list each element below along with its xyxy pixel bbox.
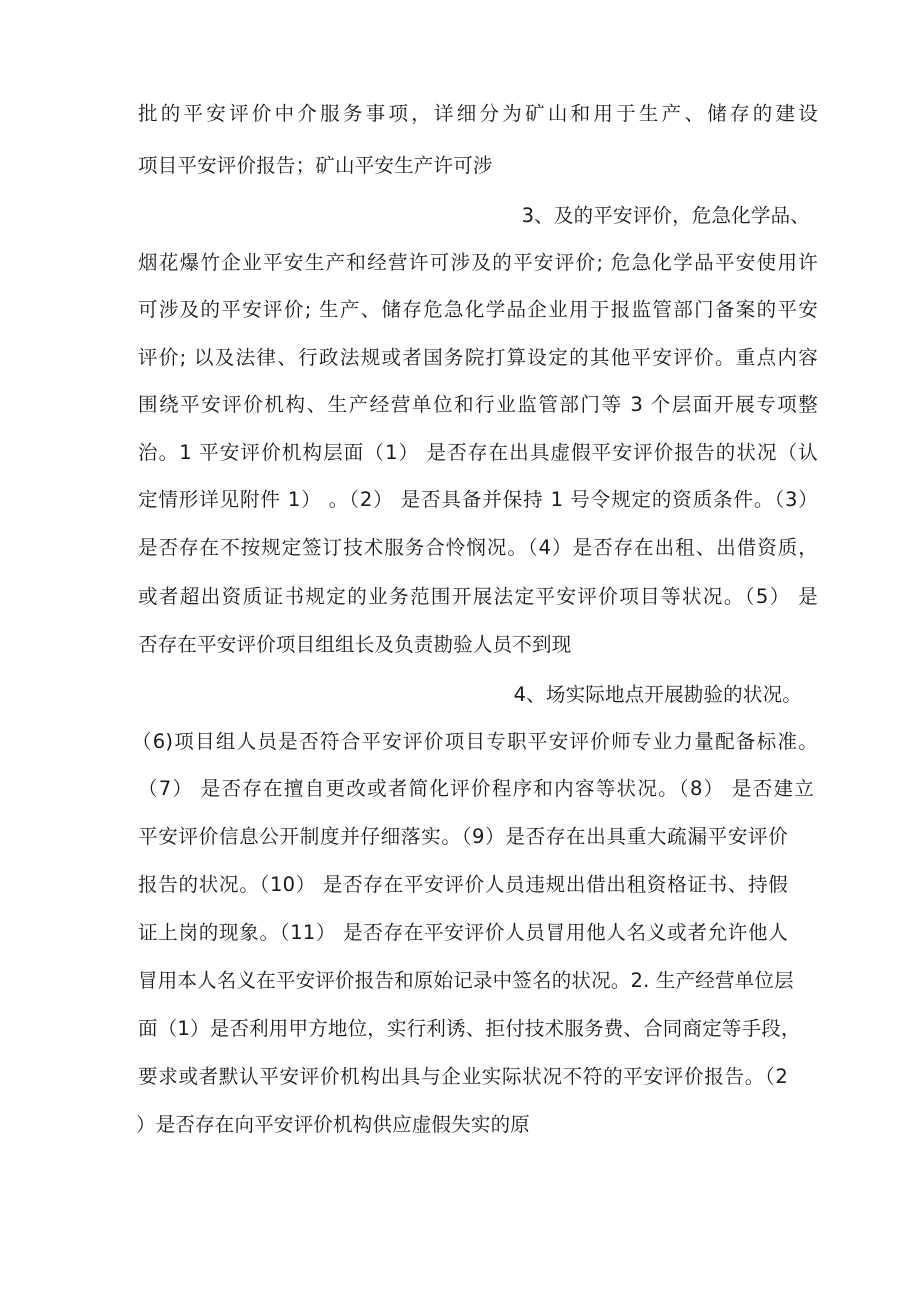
text-line-16: 平安评价信息公开制度并仔细落实。（9）是否存在出具重大疏漏平安评价 bbox=[138, 825, 788, 848]
text-line-17: 报告的状况。（10） 是否存在平安评价人员违规出借出租资格证书、持假 bbox=[138, 873, 788, 896]
text-line-22: ）是否存在向平安评价机构供应虚假失实的原 bbox=[136, 1113, 531, 1136]
text-line-18: 证上岗的现象。（11） 是否存在平安评价人员冒用他人名义或者允许他人 bbox=[138, 921, 788, 944]
text-line-11: 或者超出资质证书规定的业务范围开展法定平安评价项目等状况。（5） 是 bbox=[138, 585, 818, 608]
text-line-1: 批的平安评价中介服务事项，详细分为矿山和用于生产、储存的建设 bbox=[138, 102, 818, 125]
text-line-5: 可涉及的平安评价; 生产、储存危急化学品企业用于报监管部门备案的平安 bbox=[138, 298, 818, 321]
text-line-2: 项目平安评价报告；矿山平安生产许可涉 bbox=[138, 154, 493, 177]
text-line-20: 面（1）是否利用甲方地位，实行利诱、拒付技术服务费、合同商定等手段， bbox=[138, 1017, 801, 1040]
text-line-9: 定情形详见附件 1） 。（2） 是否具备并保持 1 号令规定的资质条件。（3） bbox=[138, 488, 818, 511]
text-line-15: （7） 是否存在擅自更改或者简化评价程序和内容等状况。（8） 是否建立 bbox=[138, 777, 814, 800]
text-line-12: 否存在平安评价项目组组长及负责勘验人员不到现 bbox=[138, 633, 572, 656]
text-line-10: 是否存在不按规定签订技术服务合怜悯况。（4）是否存在出租、出借资质， bbox=[138, 536, 818, 559]
text-line-14: （6)项目组人员是否符合平安评价项目专职平安评价师专业力量配备标准。 bbox=[132, 730, 818, 753]
text-line-19: 冒用本人名义在平安评价报告和原始记录中签名的状况。2. 生产经营单位层 bbox=[138, 969, 794, 992]
text-line-4: 烟花爆竹企业平安生产和经营许可涉及的平安评价; 危急化学品平安使用许 bbox=[138, 251, 818, 274]
text-line-21: 要求或者默认平安评价机构出具与企业实际状况不符的平安评价报告。（2 bbox=[138, 1065, 788, 1088]
text-line-13: 4、场实际地点开展勘验的状况。 bbox=[513, 683, 802, 706]
text-line-8: 治。1 平安评价机构层面（1） 是否存在出具虚假平安评价报告的状况（认 bbox=[138, 441, 818, 464]
text-line-3: 3、及的平安评价，危急化学品、 bbox=[521, 204, 810, 227]
text-line-7: 围绕平安评价机构、生产经营单位和行业监管部门等 3 个层面开展专项整 bbox=[138, 393, 818, 416]
text-line-6: 评价; 以及法律、行政法规或者国务院打算设定的其他平安评价。重点内容 bbox=[138, 346, 818, 369]
